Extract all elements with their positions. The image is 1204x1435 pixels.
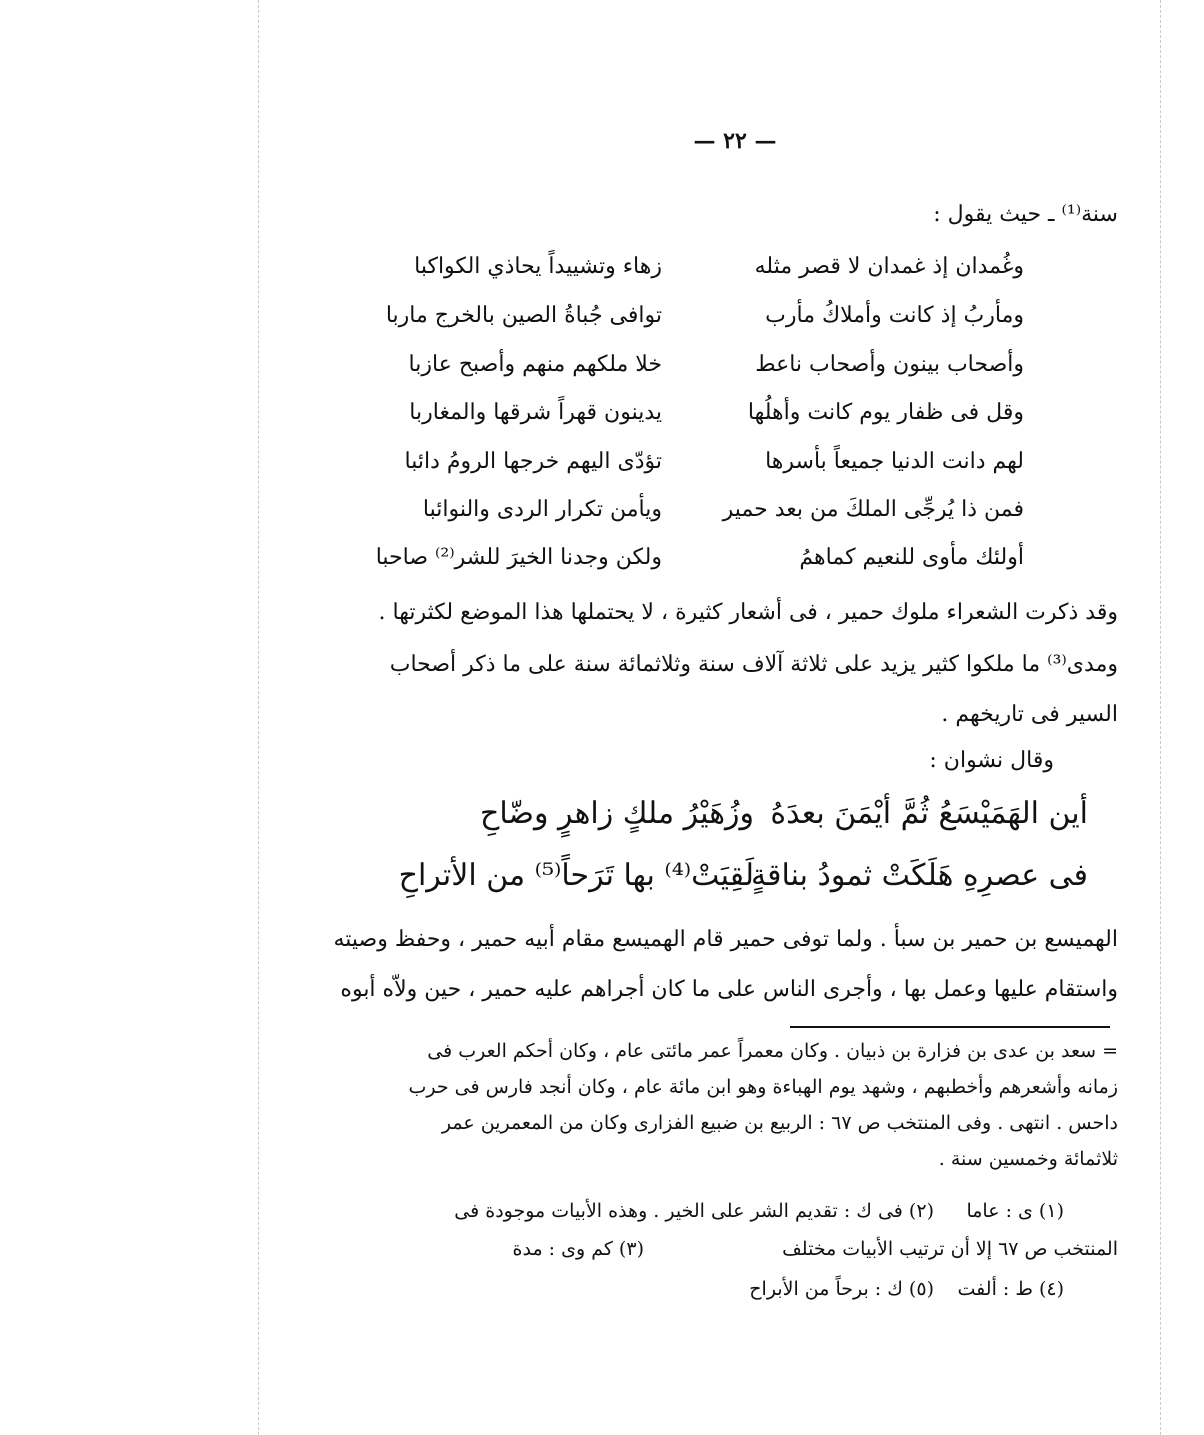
verse-left: يدينون قهراً شرقها والمغاربا	[409, 400, 662, 425]
verse-right: وغُمدان إذ غمدان لا قصر مثله	[754, 254, 1024, 279]
footnote-line: داحس . انتهى . وفى المنتخب ص ٦٧ : الربيع بن ضبيع الفزارى وكان من المعمرين عمر	[441, 1112, 1118, 1134]
footnote-1: (١) ى : عاما	[966, 1200, 1064, 1222]
footnote-2-cont: المنتخب ص ٦٧ إلا أن ترتيب الأبيات مختلف	[782, 1238, 1118, 1260]
footnote-line: زمانه وأشعرهم وأخطبهم ، وشهد يوم الهباءة وهو ابن مائة عام ، وكان أنجد فارس فى حرب	[408, 1076, 1118, 1098]
paragraph-line: الهميسع بن حمير بن سبأ . ولما توفى حمير قام الهميسع مقام أبيه حمير ، وحفظ وصيته	[333, 927, 1118, 952]
scan-margin-left	[258, 0, 259, 1435]
verse-right: ومأربُ إذ كانت وأملاكُ مأرب	[765, 303, 1024, 328]
footnote-line: ثلاثمائة وخمسين سنة .	[938, 1148, 1118, 1170]
paragraph-line: واستقام عليها وعمل بها ، وأجرى الناس على ما كان أجراهم عليه حمير ، حين ولاّه أبوه	[340, 977, 1118, 1002]
verse-right: أولئك مأوى للنعيم كماهمُ	[799, 545, 1024, 570]
verse-right: وقل فى ظفار يوم كانت وأهلُها	[747, 400, 1024, 425]
footnote-2: (٢) فى ك : تقديم الشر على الخير . وهذه الأبيات موجودة فى	[454, 1200, 934, 1222]
nashwan-intro: وقال نشوان :	[929, 748, 1054, 773]
page-number: — ٢٢ —	[693, 128, 777, 154]
verse-left: ولكن وجدنا الخيرَ للشر⁽²⁾ صاحبا	[375, 545, 662, 570]
scan-margin-right	[1160, 0, 1161, 1435]
verse-right: لهم دانت الدنيا جميعاً بأسرها	[765, 449, 1024, 474]
verse-left: زهاء وتشييداً يحاذي الكواكبا	[414, 254, 662, 279]
verse-left: لَقِيَتْ⁽⁴⁾ بها تَرَحاً⁽⁵⁾ من الأتراحِ	[398, 858, 754, 893]
verse-left: تؤدّى اليهم خرجها الرومُ دائبا	[404, 449, 662, 474]
footnote-5: (٥) ك : برحاً من الأبراح	[749, 1278, 934, 1300]
verse-left: ويأمن تكرار الردى والنوائبا	[422, 497, 662, 522]
footnote-3: (٣) كم وى : مدة	[512, 1238, 644, 1260]
footnote-4: (٤) ط : ألفت	[957, 1278, 1064, 1300]
paragraph-line: ومدى⁽³⁾ ما ملكوا كثير يزيد على ثلاثة آلاف سنة وثلاثمائة سنة على ما ذكر أصحاب	[389, 652, 1118, 677]
footnote-line: = سعد بن عدى بن فزارة بن ذبيان . وكان معمراً عمر مائتى عام ، وكان أحكم العرب فى	[427, 1040, 1118, 1062]
verse-left: خلا ملكهم منهم وأصبح عازبا	[408, 352, 662, 377]
paragraph-line: وقد ذكرت الشعراء ملوك حمير ، فى أشعار كثيرة ، لا يحتملها هذا الموضع لكثرتها .	[378, 600, 1118, 625]
footnote-separator	[790, 1026, 1110, 1028]
verse-right: فى عصرِهِ هَلَكَتْ ثمودُ بناقةٍ	[751, 858, 1088, 893]
verse-right: أين الهَمَيْسَعُ ثُمَّ أيْمَنَ بعدَهُ	[770, 796, 1088, 831]
verse-left: وزُهَيْرُ ملكٍ زاهرٍ وضّاحِ	[480, 796, 754, 831]
verse-right: وأصحاب بينون وأصحاب ناعط	[755, 352, 1024, 377]
paragraph-line: السير فى تاريخهم .	[941, 702, 1118, 727]
intro-line: سنة⁽¹⁾ ـ حيث يقول :	[933, 202, 1118, 227]
verse-right: فمن ذا يُرجِّى الملكَ من بعد حمير	[722, 497, 1024, 522]
verse-left: توافى جُباةُ الصين بالخرج ماربا	[385, 303, 662, 328]
